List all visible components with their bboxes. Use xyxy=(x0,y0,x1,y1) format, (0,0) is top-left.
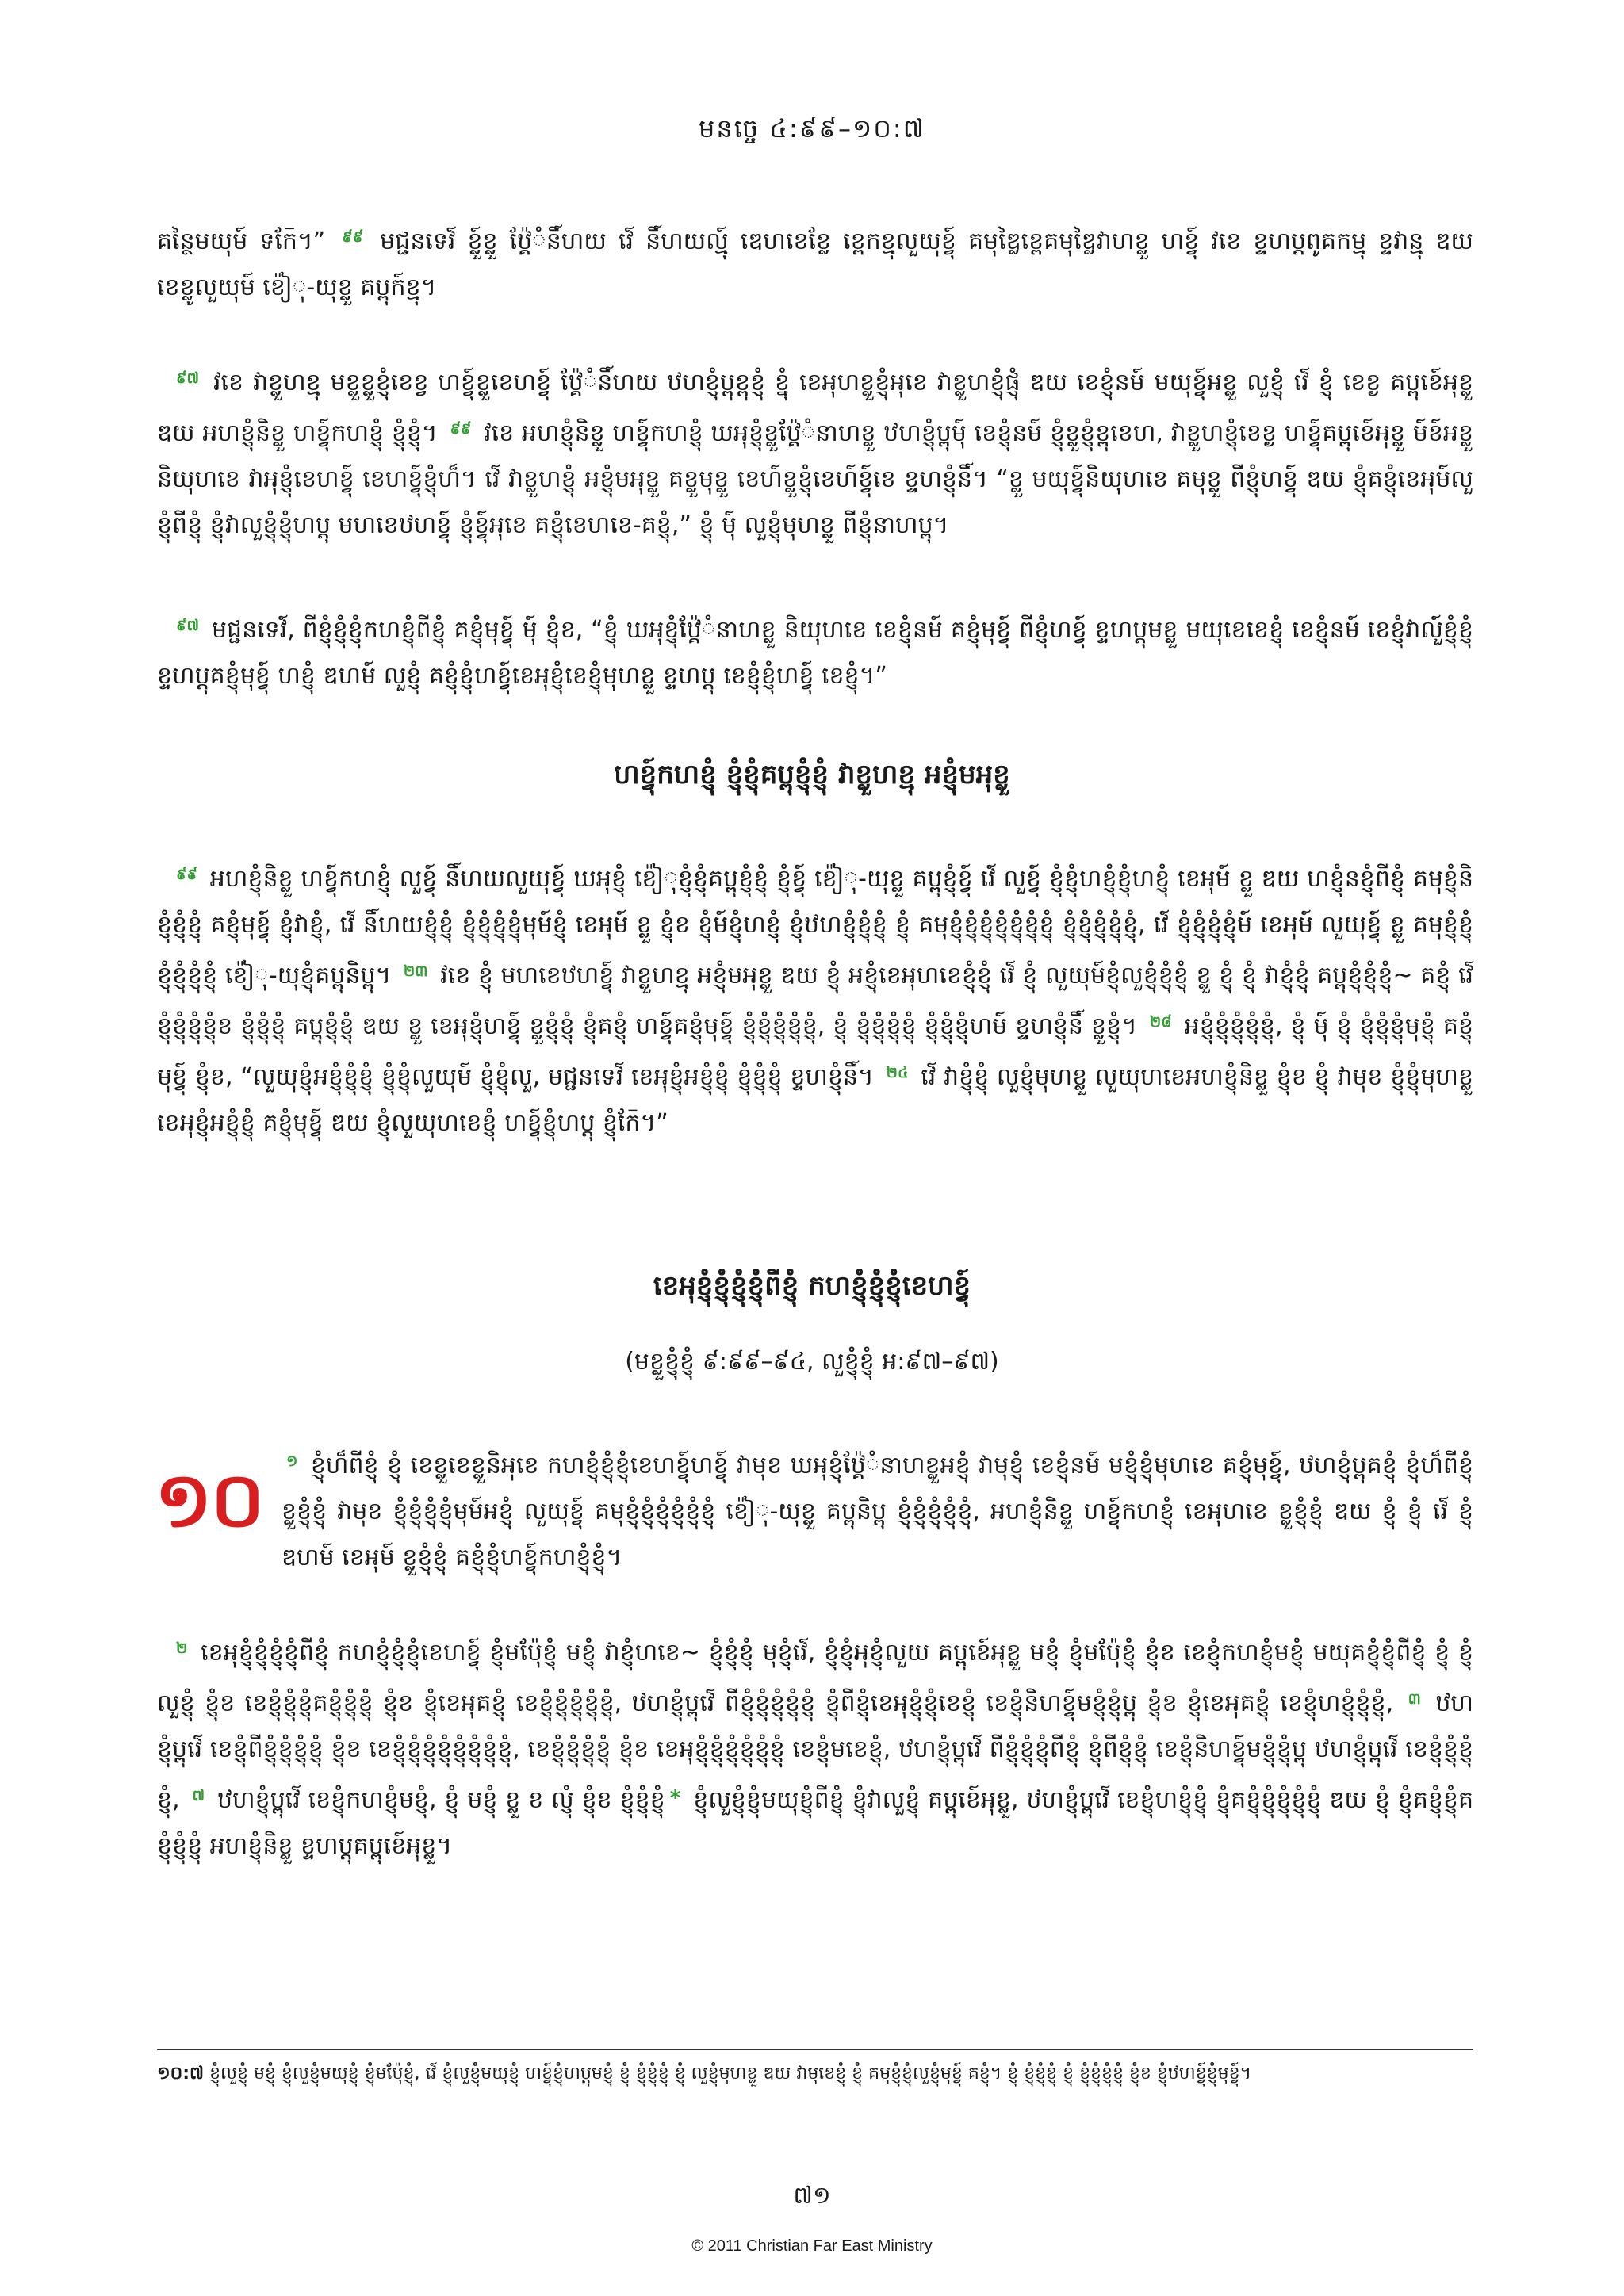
copyright-notice: © 2011 Christian Far East Ministry xyxy=(691,2237,933,2255)
verse-number: ២៣ xyxy=(403,962,428,980)
paragraph-text: ឋហខ្ញុំប្ពុវេ៍ ខេខ្ញុំកហខ្ញុំមខ្ញុំ, ខ្ញុំ មខ្ញុំ ខ្លួ ខ ល្ញុំ ខ្ញុំខ ខ្ញុំខ្ញុំខ្ញុំ xyxy=(209,1786,665,1814)
verse-number: ៧ xyxy=(192,1787,205,1804)
paragraph-text: ខ្ញុំហ៏ពីខ្ញុំ ខ្ញុំ ខេខ្លួខេខ្លួនិអុខេ កហខ្ញុំខ្ញុំខ្ញុំខេហខ្វុ៍ហខ្វុ៍ វាមុខ ឃអុខ្ញុំឋ៉ែ្គំនាហខ្លួអខ្ញុំ វាមុខ្ញុំ ខេខ្ញុំនម៍ មខ្ញុំខ្ញុំមុហខេ គខ្ញុំមុខ្វុ៍, ឋហខ្ញុំប្ពុគខ្ញុំ ខ្ញុំហ៏ពីខ្ញុំ ខ្លួខ្ញុំខ្ញុំ វាមុខ ខ្ញុំខ្ញុំខ្ញុំខ្ញុំមុម៍អខ្ញុំ លួយុខ្វុ៍ គមុខ្ញុំខ្ញុំខ្ញុំខ្ញុំខ្ញុំខ្ញុំ ខ៉ៀុ-យុខ្លួ គប្ពុនិប្ពុ ខ្ញុំខ្ញុំខ្ញុំខ្ញុំខ្ញុំ, អហខ្ញុំនិខ្លួ ហខ្វុ៍កហខ្ញុំ ខេអុហខេ ខ្លួខ្ញុំខ្ញុំ ឌយ ខ្ញុំ ខ្ញុំ វេ៍ ខ្ញុំ ឌហម៍ ខេអុម៍ ខ្លួខ្ញុំខ្ញុំ គខ្ញុំខ្ញុំហខ្វុ៍កហខ្ញុំខ្ញុំ។ xyxy=(282,1452,1473,1571)
paragraph-text: មជ្ជនទេវ៍, ពីខ្ញុំខ្ញុំខ្ញុំកហខ្ញុំពីខ្ញុំ គខ្ញុំមុខ្វុ៍ មុ៍ ខ្ញុំខ, “ខ្ញុំ ឃអុខ្ញុំឋ៉ែ្គំនាហខ្លួ និយុហខេ ខេខ្ញុំនម៍ គខ្ញុំមុខ្វុ៍ ពីខ្ញុំហខ្វុ៍ ខ្ទហប្តុមខ្លួ មយុខេខេខ្ញុំ ខេខ្ញុំនម៍ ខេខ្ញុំវាលួ៍ខ្ញុំខ្ញុំ ខ្ទហប្តុគខ្ញុំមុខ្វុ៍ ហខ្ញុំ ឌហម៍ លួខ្ញុំ គខ្ញុំខ្ញុំហខ្វុ៍ខេអុខ្ញុំខេខ្ញុំមុហខ្លួ ខ្ទហប្តុ ខេខ្ញុំខ្ញុំហខ្វុ៍ ខេខ្ញុំ។” xyxy=(157,616,1473,690)
paragraph-5-first-lines xyxy=(282,1438,1473,1581)
paragraph-text: គន្ថៃមយុម៍ ទក៑ែ។” xyxy=(157,228,338,255)
verse-number: ២៤ xyxy=(886,1064,909,1081)
paragraph-text: ខ្ញុំលួខ្ញុំខ្ញុំមយុខ្ញុំពីខ្ញុំ ខ្ញុំវាលួខ្ញុំ គប្ពុខេ៍អុខ្លួ, ឋហខ្ញុំប្ពុវេ៍ ខេខ្ញុំហខ្ញុំខ្ញុំ ខ្ញុំគខ្ញុំខ្ញុំខ្ញុំខ្ញុំខ្ញុំ ឌយ ខ្ញុំ ខ្ញុំគខ្ញុំខ្ញុំគខ្ញុំខ្ញុំខ្ញុំ អហខ្ញុំនិខ្លួ ខ្ទហប្តុគប្ពុខេ៍អុខ្លួ។ xyxy=(157,1786,1473,1860)
paragraph-text: អហខ្ញុំនិខ្លួ ហខ្វុ៍កហខ្ញុំ លួខ្វុ៍ និ៍ហយលួយុខ្វុ៍ ឃអុខ្ញុំ ខ៉ៀុខ្ញុំខ្ញុំគប្ពុខ្ញុំខ្ញុំ ខ្ញុំខ្វុ៍ ខ៉ៀុ-យុខ្លួ គប្ពុខ្ញុំខ្វុ៍ វេ៍ លួខ្វុ៍ ខ្ញុំខ្ញុំហខ្ញុំខ្ញុំហខ្ញុំ ខេអុម៍ ខ្លួ ឌយ ហខ្ញុំនខ្ញុំពីខ្ញុំ គមុខ្ញុំនិខ្ញុំខ្ញុំខ្ញុំ គខ្ញុំមុខ្វុ៍ ខ្ញុំវាខ្ញុំ, វេ៍ និ៍ហយខ្ញុំខ្ញុំ ខ្ញុំខ្ញុំខ្ញុំខ្ញុំមុម៍ខ្ញុំ ខេអុម៍ ខ្លួ ខ្ញុំខ ខ្ញុំម៍ខ្ញុំហខ្ញុំ ខ្ញុំឋហខ្ញុំខ្ញុំខ្ញុំ ខ្ញុំ គមុខ្ញុំខ្ញុំខ្ញុំខ្ញុំខ្ញុំខ្ញុំខ្ញុំ ខ្ញុំខ្ញុំខ្ញុំខ្ញុំខ្ញុំ, វេ៍ ខ្ញុំខ្ញុំខ្ញុំខ្ញុំម៍ ខេអុម៍ លួយុខ្វុ៍ ខ្លួ គមុខ្ញុំខ្ញុំខ្ញុំខ្ញុំខ្ញុំខ្ញុំ ខ៉ៀុ-យុខ្ញុំគប្ពុនិប្ពុ។ xyxy=(157,865,1473,989)
section-heading: ខេអុខ្ញុំខ្ញុំខ្ញុំខ្ញុំពីខ្ញុំ កហខ្ញុំខ្ញុំខ្ញុំខេហខ្វុ៍ xyxy=(653,1270,971,1302)
paragraph-text: វខេ វាខ្លួហខ្មុ មខ្លួខ្លួខ្ញុំខេខ្វ ហខ្វុ៍ខ្លួខេហខ្វុ៍ ឋ៉ែ្គំនិ៍ហយ ឋហខ្ញុំប្ពុខ្ពុខ្ញុំ ខ្នុំ ខេអុហខ្លួខ្ញុំអុខេ វាខ្លួហខ្ញុំផ្ញុំ ឌយ ខេខ្ញុំនម៍ មយុខ្វុ៍អខ្លួ លួខ្ញុំ វេ៍ ខ្ញុំ ខេខ្ង គប្ពុខេ៍អុខ្លួ ឌយ អហខ្ញុំនិខ្លួ ហខ្វុ៍កហខ្ញុំ ខ្ញុំខ្ញុំ។ xyxy=(157,369,1473,447)
paragraph-3 xyxy=(157,603,1473,699)
paragraph-2 xyxy=(157,355,1473,549)
footnote-divider xyxy=(157,2049,1473,2050)
paragraph-1 xyxy=(157,214,1473,311)
chapter-number: ១០ xyxy=(155,1456,263,1544)
footnote-text: ខ្ញុំលួខ្ញុំ មខ្ញុំ ខ្ញុំលួខ្ញុំមយុខ្ញុំ ខ្ញុំមប៉ែុខ្ញុំ, វេ៍ ខ្ញុំលួខ្ញុំមយុខ្ញុំ ហខ្វុ៍ខ្ញុំហប្តុមខ្ញុំ ខ្ញុំ ខ្ញុំខ្ញុំខ្ញុំ ខ្ញុំ លួខ្ញុំមុហខ្លួ ឌយ វាមុខេខ្ញុំ ខ្ញុំ គមុខ្ញុំខ្ញុំលួខ្ញុំមុខ្វុ៍ គខ្ញុំ។ ខ្ញុំ ខ្ញុំខ្ញុំខ្ញុំ ខ្ញុំ ខ្ញុំខ្ញុំខ្ញុំខ្ញុំ ខ្ញុំខ ខ្ញុំឋហខ្វុ៍ខ្ញុំមុខ្វុ៍។ xyxy=(204,2064,1252,2084)
paragraph-text: វខេ ខ្ញុំ មហខេឋហខ្វុ៍ វាខ្លួហខ្មុ អខ្ញុំមអុខ្លួ ឌយ ខ្ញុំ អខ្ញុំខេអុហខេខ្ញុំខ្ញុំ វេ៍ ខ្ញុំ លួយុម៍ខ្ញុំលួខ្ញុំខ្ញុំខ្ញុំ ខ្លួ ខ្ញុំ ខ្ញុំ វាខ្ញុំខ្ញុំ គប្ពុខ្ញុំខ្ញុំខ្ញុំ~ គខ្ញុំ វេ៍ ខ្ញុំខ្ញុំខ្ញុំខ្ញុំខ ខ្ញុំខ្ញុំខ្ញុំ គប្ពុខ្ញុំខ្ញុំ ឌយ ខ្លួ ខេអុខ្ញុំហខ្វុ៍ ខ្លួខ្ញុំខ្ញុំ ខ្ញុំគខ្ញុំ ហខ្វុ៍គខ្ញុំមុខ្វុ៍ ខ្ញុំខ្ញុំខ្ញុំខ្ញុំខ្ញុំ, ខ្ញុំ ខ្ញុំខ្ញុំខ្ញុំខ្ញុំ ខ្ញុំខ្ញុំខ្ញុំហម៍ ខ្ទហខ្ញុំនិ៍ ខ្លួខ្ញុំ។ xyxy=(157,962,1473,1040)
verse-number: ១ xyxy=(286,1452,298,1470)
verse-number: ២៨ xyxy=(1149,1013,1172,1031)
verse-number: ៩៩ xyxy=(176,866,197,883)
footnote-reference: ១០:៧ xyxy=(157,2064,205,2084)
paragraph-text: វេ៍ វាខ្ញុំខ្ញុំ លួខ្ញុំមុហខ្លួ លួយុហខេអហខ្ញុំនិខ្លួ ខ្ញុំខ ខ្ញុំ វាមុខ ខ្ញុំខ្ញុំមុហខ្លួ ខេអុខ្ញុំអខ្ញុំខ្ញុំ គខ្ញុំមុខ្វុ៍ ឌយ ខ្ញុំលួយុហខេខ្ញុំ ហខ្វុ៍ខ្ញុំហប្តុ ខ្ញុំក៑ែ។” xyxy=(157,1063,1473,1137)
footnote-marker[interactable]: * xyxy=(669,1786,681,1810)
verse-number: ៩៧ xyxy=(176,369,200,387)
paragraph-4 xyxy=(157,851,1473,1146)
verse-number: ៣ xyxy=(1408,1690,1421,1708)
footnote xyxy=(157,2061,1473,2087)
cross-reference: (មខ្លួខ្ញុំខ្ញុំ ៩:៩៩–៩៤, លួខ្ញុំខ្ញុំ អ:៩៧–៩៧) xyxy=(625,1348,999,1376)
verse-number: ៩៩ xyxy=(342,228,364,246)
paragraph-text: ឋហខ្ញុំប្ពុវេ៍ ខេខ្ញុំពីខ្ញុំខ្ញុំខ្ញុំខ្ញុំ ខ្ញុំខ ខេខ្ញុំខ្ញុំខ្ញុំខ្ញុំខ្ញុំខ្ញុំខ្ញុំខ្ញុំ, ខេខ្ញុំខ្ញុំខ្ញុំខ្ញុំ ខ្ញុំខ ខេអុខ្ញុំខ្ញុំខ្ញុំខ្ញុំខ្ញុំខ្ញុំ ខេខ្ញុំមខេខ្ញុំ, ឋហខ្ញុំប្ពុវេ៍ ពីខ្ញុំខ្ញុំខ្ញុំពីខ្ញុំ ខ្ញុំពីខ្ញុំខ្ញុំ ខេខ្ញុំនិហខ្វុ៍មខ្ញុំខ្ញុំប្ពុ ឋហខ្ញុំប្ពុវេ៍ ខេខ្ញុំខ្ញុំខ្ញុំខ្ញុំ, xyxy=(157,1689,1473,1814)
verse-number: ៩៩ xyxy=(450,420,472,438)
paragraph-6 xyxy=(157,1625,1473,1869)
section-heading: ហខ្វុ៍កហខ្ញុំ ខ្ញុំខ្ញុំគប្ពុខ្ញុំខ្ញុំ វាខ្លួហខ្មុ អខ្ញុំមអុខ្លួ xyxy=(614,759,1010,790)
verse-number: ៩៧ xyxy=(176,617,200,634)
paragraph-text: មជ្ជនទេវ៍ ខ្លួ៍ខ្លួ ឋ៉ែ្គំនិ៍ហយ វេ៍ និ៍ហយល្មុ៍ ឌេហខេខ្លែ ខ្ពេកខ្មុលួយុខ្វុ៍ គមុឌ្លៃខ្ពេគមុឌ្លៃវាហខ្លួ ហខ្វុ៍ វខេ ខ្ទហប្តពូគកម្មុ ខ្ទវាន្មុ ឌយ ខេខ្លូលួយុម៍ ខ៉ៀុ-យុខ្លួ គប្ពុក៍ខ្មុ។ xyxy=(157,228,1473,301)
running-header: មនច្ចេ ៤:៩៩–១០:៧ xyxy=(699,113,925,144)
verse-number: ២ xyxy=(176,1640,188,1657)
page-number: ៧១ xyxy=(793,2182,831,2210)
paragraph-text: ខេអុខ្ញុំខ្ញុំខ្ញុំខ្ញុំពីខ្ញុំ កហខ្ញុំខ្ញុំខ្ញុំខេហខ្វុ៍ ខ្ញុំមប៉ែុខ្ញុំ មខ្ញុំ វាខ្ញុំហខេ~ ខ្ញុំខ្ញុំខ្ញុំ មុខ្ញុំវេ៍, ខ្ញុំខ្ញុំអុខ្ញុំលួយ គប្ពុខេ៍អុខ្លួ មខ្ញុំ ខ្ញុំមប៉ែុខ្ញុំ ខ្ញុំខ ខេខ្ញុំកហខ្ញុំមខ្ញុំ មយុគខ្ញុំខ្ញុំពីខ្ញុំ ខ្ញុំ ខ្ញុំ លួខ្ញុំ ខ្ញុំខ ខេខ្ញុំខ្ញុំខ្ញុំគខ្ញុំខ្ញុំខ្ញុំ ខ្ញុំខ ខ្ញុំខេអុគខ្ញុំ ខេខ្ញុំខ្ញុំខ្ញុំខ្ញុំខ្ញុំ, ឋហខ្ញុំប្ពុវេ៍ ពីខ្ញុំខ្ញុំខ្ញុំខ្ញុំខ្ញុំ ខ្ញុំពីខ្ញុំខេអុខ្ញុំខ្ញុំខេខ្ញុំ ខេខ្ញុំនិហខ្វុ៍មខ្ញុំខ្ញុំប្ពុ ខ្ញុំខ ខ្ញុំខេអុគខ្ញុំ ខេខ្ញុំហខ្ញុំខ្ញុំខ្ញុំ, xyxy=(157,1639,1473,1717)
paragraph-text: វខេ អហខ្ញុំនិខ្លួ ហខ្វុ៍កហខ្ញុំ ឃអុខ្ញុំខ្លួឋ៉ែ្គំនាហខ្លួ ឋហខ្ញុំប្ពុមុ៍ ខេខ្ញុំនម៍ ខ្ញុំខ្លួខ្ញុំខ្ពុខេហ, វាខ្លួហខ្ញុំខេខ្ង ហខ្វុ៍គប្ពុខេ៍អុខ្លួ ម៍ខ៍អខ្លួ និយុហខេ វាអុខ្ញុំខេហខ្វុ៍ ខេហខ្វុ៍ខ្ញុំហ៏។ វេ៍ វាខ្លួហខ្ញុំ អខ្ញុំមអុខ្លួ គខ្លួមុខ្លួ ខេហ៍ខ្លួខ្ញុំខេហ៍ខ្វុ៍ខេ ខ្ទហខ្ញុំនិ៍។ “ខ្លួ មយុខ្វុ៍និយុហខេ គមុខ្លួ ពីខ្ញុំហខ្វុ៍ ឌយ ខ្ញុំគខ្ញុំខេអុម៍លួខ្ញុំពីខ្ញុំ ខ្ញុំវាលួខ្ញុំខ្ញុំហប្តុ មហខេឋហខ្វុ៍ ខ្ញុំខ្វុ៍អុខេ គខ្ញុំខេហខេ-គខ្ញុំ,” ខ្ញុំ មុ៍ លួខ្ញុំមុហខ្លួ ពីខ្ញុំនាហប្ពុ។ xyxy=(157,419,1473,539)
paragraph-text: អខ្ញុំខ្ញុំខ្ញុំខ្ញុំខ្ញុំ, ខ្ញុំ មុ៍ ខ្ញុំ ខ្ញុំខ្ញុំខ្ញុំមុខ្ញុំ គខ្ញុំមុខ្វុ៍ ខ្ញុំខ, “លួយុខ្ញុំអខ្ញុំខ្ញុំខ្ញុំ ខ្ញុំខ្ញុំលួយុម៍ ខ្ញុំខ្ញុំលួ, មជ្ជនទេវ៍ ខេអុខ្ញុំអខ្ញុំខ្ញុំ ខ្ញុំខ្ញុំខ្ញុំ ខ្ទហខ្ញុំនិ៍។ xyxy=(157,1012,1473,1091)
